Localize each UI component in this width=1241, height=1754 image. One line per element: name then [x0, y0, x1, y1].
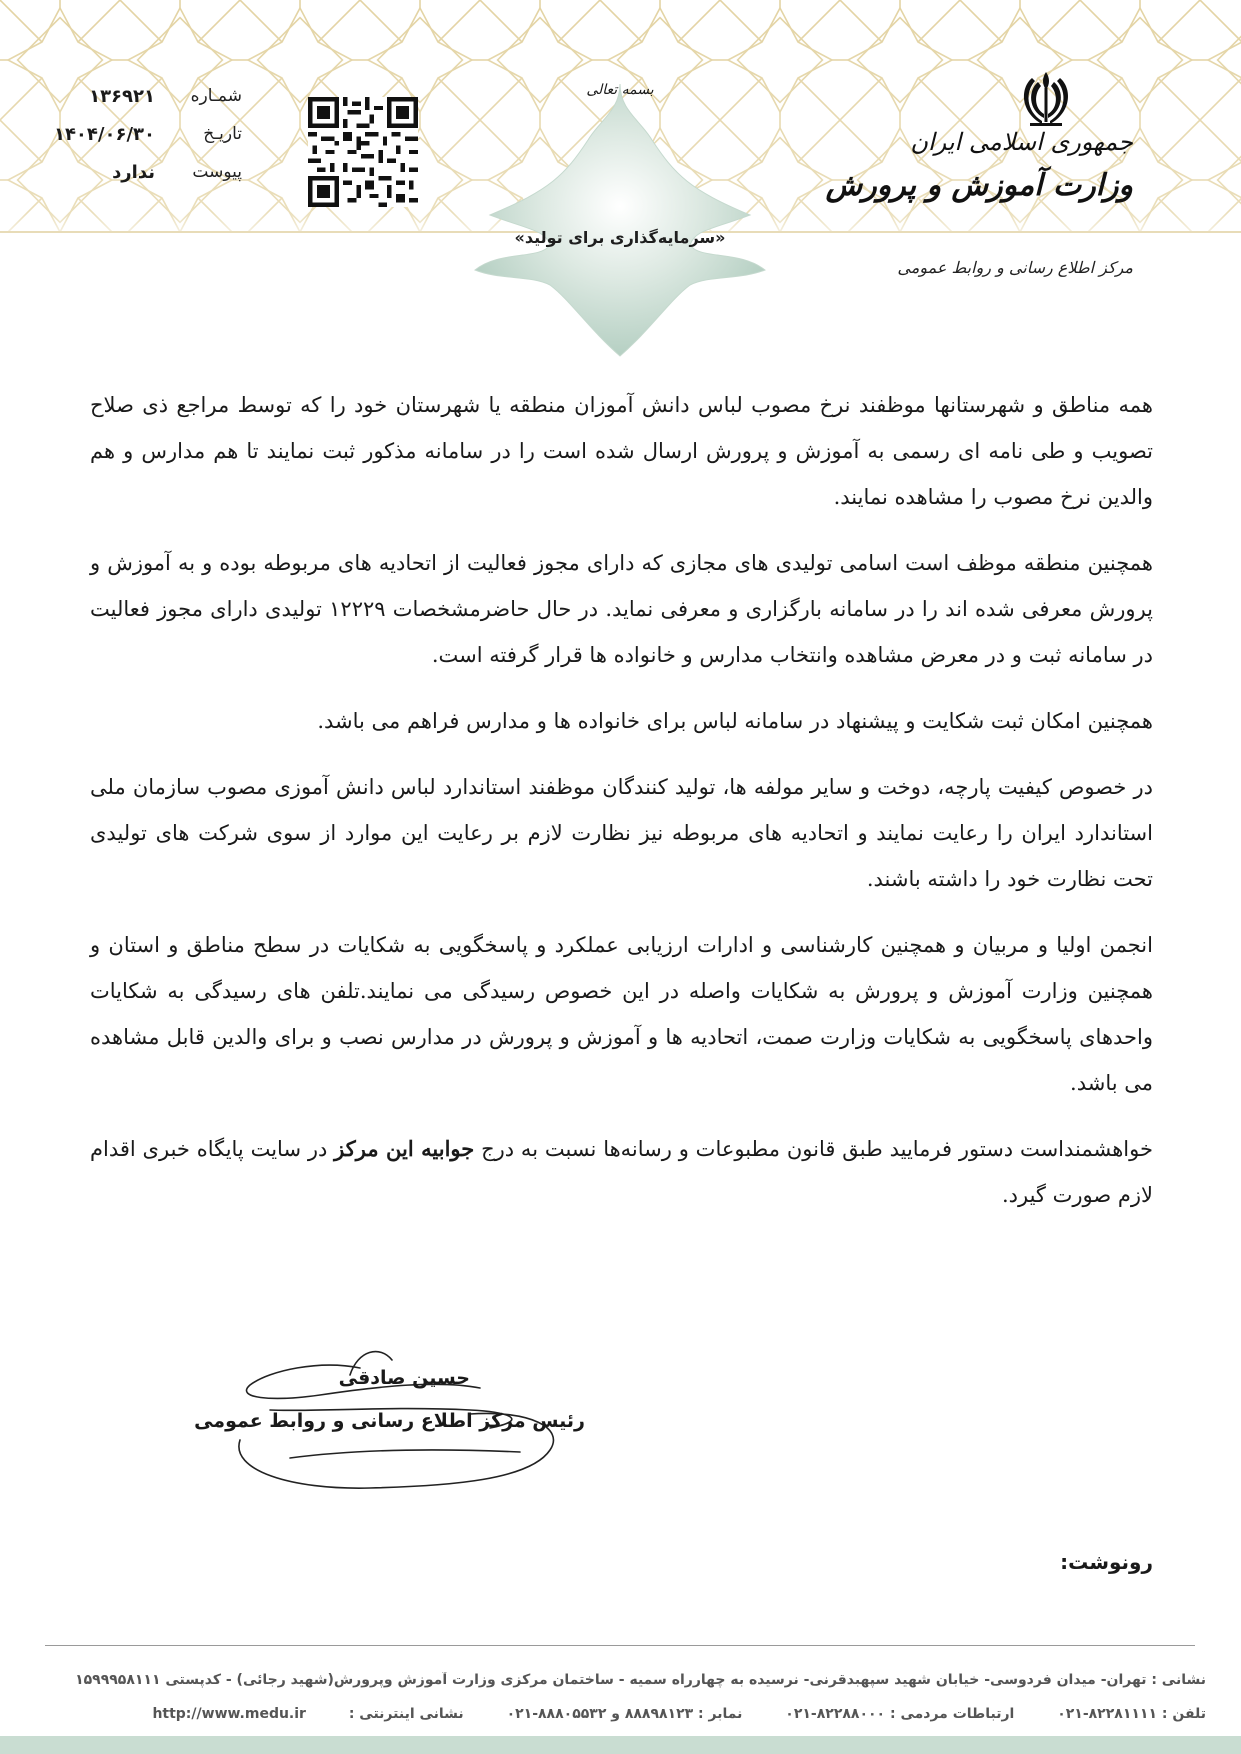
signer-title: رئیس مرکز اطلاع رسانی و روابط عمومی: [194, 1410, 585, 1432]
date-label: تاریـخ: [203, 124, 242, 144]
ministry-subtitle: جمهوری اسلامی ایران: [910, 128, 1133, 156]
cc-label: رونوشت:: [1060, 1550, 1153, 1574]
meta-attachment-row: [50, 162, 250, 200]
year-slogan: «سرمایه‌گذاری برای تولید»: [514, 228, 726, 247]
paragraph-2: همچنین منطقه موظف است اسامی تولیدی های مجازی که دارای مجوز فعالیت از اتحادیه های مربوطه بوده و به آموزش و پرورش معرفی شده اند را در سامانه بارگزاری و معرفی نماید. در حال حاضرمشخصات ۱۲۲۲۹ تولیدی دارای مجوز فعالیت در سامانه ثبت و در معرض مشاهده وانتخاب مدارس و خانواده ها قرار گرفته است.: [90, 551, 1153, 667]
qr-code: [308, 97, 418, 207]
paragraph-6-start: خواهشمنداست دستور فرمایید طبق قانون مطبوعات و رسانه‌ها نسبت به درج: [481, 1137, 1153, 1161]
letter-meta: [50, 86, 250, 200]
footer-band: [0, 1736, 1241, 1754]
footer-website-link[interactable]: http://www.medu.ir: [152, 1706, 306, 1722]
paragraph-3: همچنین امکان ثبت شکایت و پیشنهاد در سامانه لباس برای خانواده ها و مدارس فراهم می باشد.: [317, 709, 1153, 733]
number-value: ۱۳۶۹۲۱: [89, 86, 155, 107]
paragraph-6-bold: جوابیه این مرکز: [334, 1136, 475, 1161]
footer-contact: [20, 1706, 1206, 1722]
paragraph-1: همه مناطق و شهرستانها موظفند نرخ مصوب لباس دانش آموزان منطقه یا شهرستان خود را که توسط مراجع ذی صلاح تصویب و طی نامه ای رسمی به آموزش و پرورش ارسال شده است را در سامانه مذکور ثبت نمایند تا هم مدارس و هم والدین نرخ مصوب را مشاهده نمایند.: [90, 393, 1153, 509]
department-name: مرکز اطلاع رسانی و روابط عمومی: [897, 258, 1133, 277]
signer-name: حسین صادقی: [338, 1367, 470, 1389]
footer-phone: تلفن : ۸۲۲۸۱۱۱۱-۰۲۱: [1057, 1706, 1206, 1722]
bismillah-header: بسمه تعالی: [586, 82, 654, 98]
footer-public-relations: ارتباطات مردمی : ۸۲۲۸۸۰۰۰-۰۲۱: [785, 1706, 1015, 1722]
meta-date-row: [50, 124, 250, 162]
footer-divider: [45, 1645, 1195, 1646]
center-medallion: [470, 80, 770, 360]
footer-address: نشانی : تهران- میدان فردوسی- خیابان شهید سپهبدقرنی- نرسیده به چهارراه سمیه - ساختمان مرکزی وزارت آموزش وپرورش(شهید رجائی) - کدپستی ۱۵۹۹۹۵۸۱۱۱: [75, 1672, 1206, 1688]
attachment-label: پیوست: [192, 162, 242, 182]
paragraph-6: [90, 1126, 1153, 1218]
paragraph-4: در خصوص کیفیت پارچه، دوخت و سایر مولفه ها، تولید کنندگان موظفند استاندارد لباس دانش آموزی مصوب سازمان ملی استاندارد ایران را رعایت نمایند و اتحادیه های مربوطه نیز نظارت لازم بر رعایت این موارد از سوی شرکت های تولیدی تحت نظارت خود را داشته باشند.: [90, 775, 1153, 891]
iran-emblem-icon: [1016, 68, 1076, 128]
ministry-name: وزارت آموزش و پرورش: [825, 168, 1133, 203]
date-value: ۱۴۰۴/۰۶/۳۰: [53, 124, 155, 145]
paragraph-5: انجمن اولیا و مربیان و همچنین کارشناسی و ادارات ارزیابی عملکرد و پاسخگویی به شکایات در سطح مناطق و استان و همچنین وزارت آموزش و پرورش به شکایات واصله در این خصوص رسیدگی می نمایند.تلفن های رسیدگی به شکایات واحدهای پاسخگویی به شکایات وزارت صمت، اتحادیه ها و آموزش و پرورش در مدارس نصب و برای والدین قابل مشاهده می باشد.: [90, 933, 1153, 1095]
attachment-value: ندارد: [112, 162, 155, 183]
number-label: شمـاره: [190, 86, 242, 106]
paragraph-6-end: در سایت پایگاه خبری اقدام لازم صورت گیرد.: [90, 1137, 1153, 1207]
meta-number-row: [50, 86, 250, 124]
letter-body: [90, 382, 1153, 1238]
footer-fax: نمابر : ۸۸۸۹۸۱۲۳ و ۸۸۸۰۵۵۳۲-۰۲۱: [506, 1706, 743, 1722]
footer-website-label: نشانی اینترنتی :: [348, 1706, 464, 1722]
